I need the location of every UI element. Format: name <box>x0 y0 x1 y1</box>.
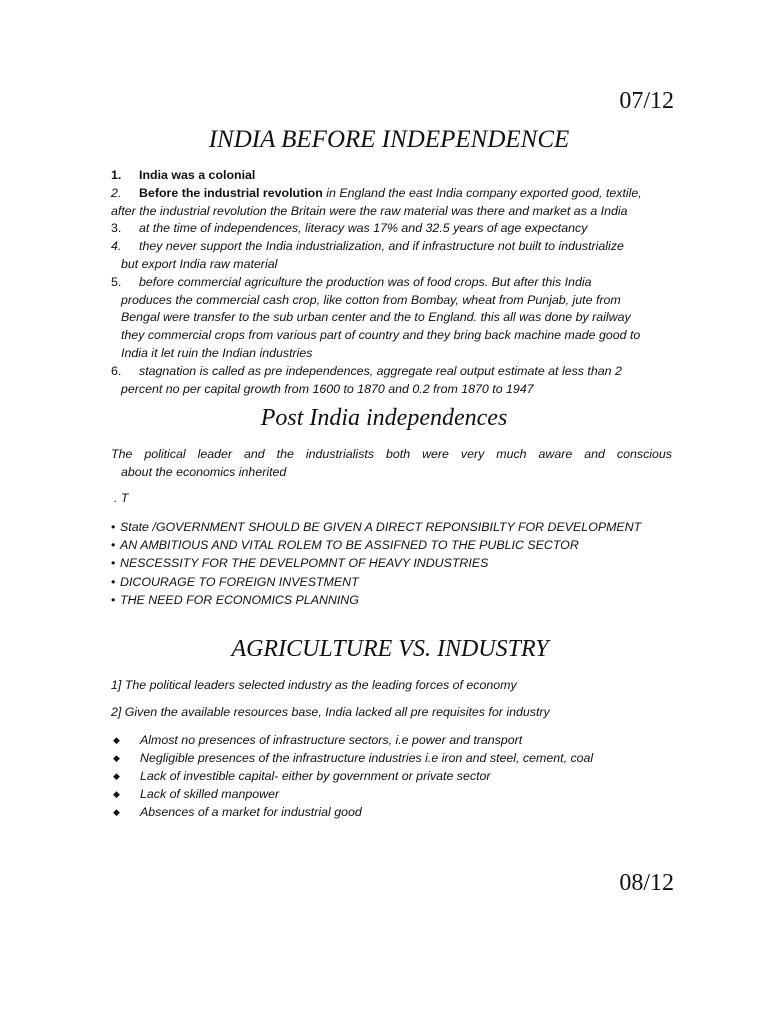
list-item <box>111 785 672 803</box>
bullet-icon: • <box>111 574 116 589</box>
point-2: 2] Given the available resources base, India lacked all pre requisites for industry <box>111 705 550 719</box>
list-item <box>111 518 672 536</box>
list-number: 6. <box>111 363 122 378</box>
diamond-bullet-icon: ◆ <box>113 735 120 745</box>
bullet-text: DICOURAGE TO FOREIGN INVESTMENT <box>120 574 359 589</box>
list-text: in England the east India company exported good, textile, <box>322 185 642 200</box>
list-text-bold: Before the industrial revolution <box>139 185 323 200</box>
section3-diamond-list <box>111 731 672 821</box>
bullet-text: NESCESSITY FOR THE DEVELPOMNT OF HEAVY INDUSTRIES <box>120 556 489 571</box>
list-text-continuation: produces the commercial cash crop, like cotton from Bombay, wheat from Punjab, jute from <box>121 292 621 307</box>
list-item <box>111 573 672 591</box>
bullet-icon: • <box>111 592 116 607</box>
bullet-text: AN AMBITIOUS AND VITAL ROLEM TO BE ASSIFNED TO THE PUBLIC SECTOR <box>120 538 579 553</box>
list-text: India was a colonial <box>139 168 256 182</box>
list-number: 1. <box>111 168 122 182</box>
list-number: 5. <box>111 274 122 289</box>
list-number: 3. <box>111 221 122 236</box>
stray-text: . T <box>114 491 129 505</box>
list-item-2 <box>111 185 672 221</box>
list-text: they never support the India industrialization, and if infrastructure not built to industrialize <box>139 239 624 254</box>
diamond-bullet-icon: ◆ <box>113 807 120 818</box>
list-item <box>111 803 672 821</box>
list-item-4 <box>111 238 672 274</box>
page-number-bottom: 08/12 <box>619 870 674 896</box>
list-number: 2. <box>111 185 122 200</box>
bullet-text: Lack of investible capital- either by government or private sector <box>140 769 491 784</box>
list-item-1 <box>111 167 672 185</box>
list-text-continuation: India it let ruin the Indian industries <box>121 345 313 360</box>
bullet-icon: • <box>111 538 116 553</box>
list-text-continuation: but export India raw material <box>121 256 278 271</box>
list-item <box>111 554 672 572</box>
bullet-text: Negligible presences of the infrastructure industries i.e iron and steel, cement, coal <box>140 751 594 766</box>
section-heading-agriculture-vs-industry: AGRICULTURE VS. INDUSTRY <box>231 636 549 662</box>
list-text-continuation: they commercial crops from various part of country and they bring back machine made good to <box>121 328 641 343</box>
list-text: stagnation is called as pre independences, aggregate real output estimate at less than 2 <box>139 363 622 378</box>
list-text-continuation: percent no per capital growth from 1600 to 1870 and 0.2 from 1870 to 1947 <box>121 381 534 396</box>
list-number: 4. <box>111 239 122 254</box>
list-item-3 <box>111 220 672 238</box>
list-text: before commercial agriculture the production was of food crops. But after this India <box>139 274 592 289</box>
list-item <box>111 591 672 609</box>
bullet-text: THE NEED FOR ECONOMICS PLANNING <box>120 592 359 607</box>
section1-list <box>111 167 672 398</box>
bullet-text: Lack of skilled manpower <box>140 787 280 802</box>
section2-paragraph <box>111 446 672 482</box>
paragraph-line: about the economics inherited <box>121 464 287 479</box>
bullet-text: Almost no presences of infrastructure sectors, i.e power and transport <box>140 733 523 747</box>
list-item <box>111 536 672 554</box>
section-heading-india-before-independence: INDIA BEFORE INDEPENDENCE <box>208 126 570 153</box>
list-item <box>111 749 672 767</box>
list-item <box>111 767 672 785</box>
list-text-continuation: Bengal were transfer to the sub urban center and the to England. this all was done by railway <box>121 310 631 325</box>
diamond-bullet-icon: ◆ <box>113 771 120 782</box>
list-item <box>111 731 672 749</box>
diamond-bullet-icon: ◆ <box>113 789 120 800</box>
paragraph-line: The political leader and the industrialists both were very much aware and conscious <box>111 447 672 461</box>
section2-bullet-list <box>111 518 672 609</box>
list-text-continuation: after the industrial revolution the Britain were the raw material was there and market as a India <box>111 203 628 218</box>
page-number-top: 07/12 <box>619 88 674 114</box>
point-1: 1] The political leaders selected industry as the leading forces of economy <box>111 678 517 692</box>
bullet-icon: • <box>111 520 116 534</box>
list-item-6 <box>111 363 672 399</box>
section-heading-post-india-independences: Post India independences <box>260 405 508 431</box>
bullet-text: Absences of a market for industrial good <box>140 805 362 820</box>
list-item-5 <box>111 274 672 363</box>
bullet-icon: • <box>111 556 116 571</box>
list-text: at the time of independences, literacy was 17% and 32.5 years of age expectancy <box>139 221 588 236</box>
diamond-bullet-icon: ◆ <box>113 753 120 764</box>
bullet-text: State /GOVERNMENT SHOULD BE GIVEN A DIRECT REPONSIBILTY FOR DEVELOPMENT <box>120 520 642 534</box>
